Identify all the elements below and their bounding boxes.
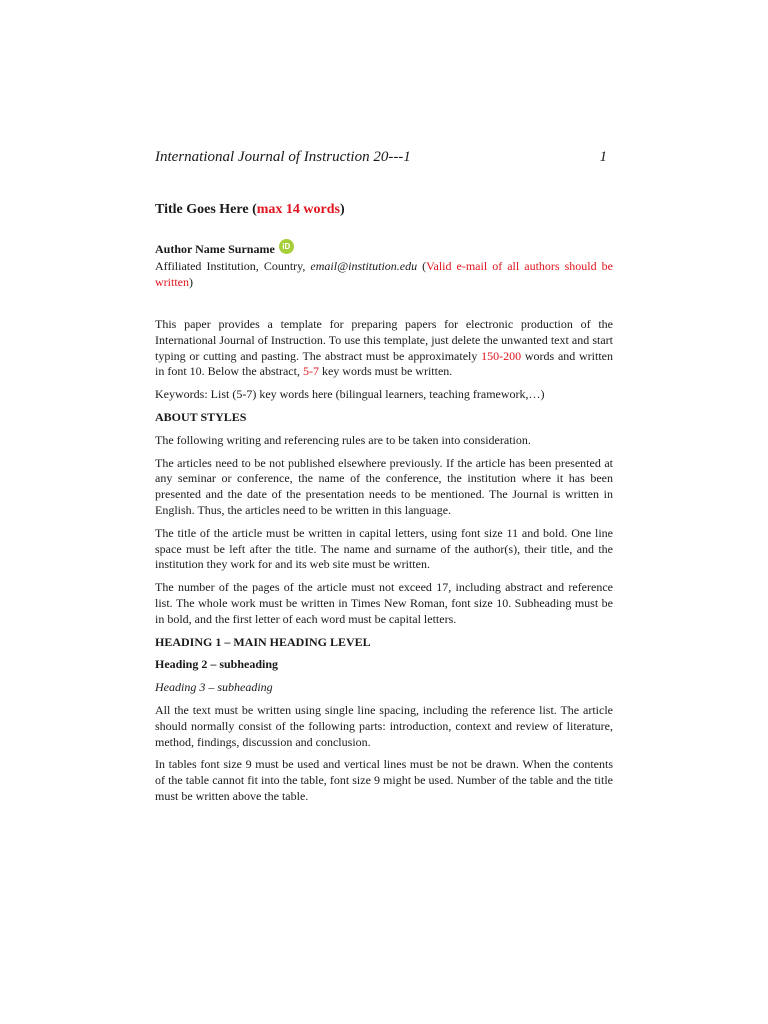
paragraph-tables: In tables font size 9 must be used and vertical lines must be not be drawn. When the contents of the table cannot fit into the table, font size 9 might be used. Number of the table and the title must be written above the table. <box>155 757 613 803</box>
article-title <box>155 201 345 219</box>
paragraph-publication: The articles need to be not published elsewhere previously. If the article has been presented at any seminar or conference, the name of the conference, the institution where it has been presented and the date of the presentation needs to be mentioned. The Journal is written in English. Thus, the articles need to be written in this language. <box>155 455 613 517</box>
abstract <box>155 317 613 380</box>
paragraph-page-limits: The number of the pages of the article must not exceed 17, including abstract and reference list. The whole work must be written in Times New Roman, font size 10. Subheading must be in bold, and the first letter of each word must be capital letters. <box>155 580 613 626</box>
affiliation-text: Affiliated Institution, Country, <box>155 259 311 273</box>
author-name: Author Name Surname <box>155 242 275 256</box>
paragraph-title-rules: The title of the article must be written in capital letters, using font size 11 and bold. One line space must be left after the title. The name and surname of the author(s), their title, and the institution they work for and its web site must be written. <box>155 525 613 572</box>
author-affiliation <box>155 258 613 290</box>
page-number: 1 <box>599 149 607 165</box>
affiliation-close: ) <box>189 275 193 289</box>
paragraph-rules-intro: The following writing and referencing rules are to be taken into consideration. <box>155 432 531 447</box>
running-header <box>155 148 607 166</box>
keywords: Keywords: List (5-7) key words here (bilingual learners, teaching framework,…) <box>155 387 545 402</box>
author-name-line <box>155 240 613 258</box>
heading-level-1: HEADING 1 – MAIN HEADING LEVEL <box>155 634 371 649</box>
paragraph-spacing: All the text must be written using single line spacing, including the reference list. The article should normally consist of the following parts: introduction, context and review of literature, method, findings, discussion and conclusion. <box>155 702 613 749</box>
title-text: Title Goes Here ( <box>155 202 257 217</box>
abstract-part3: key words must be written. <box>318 364 453 379</box>
section-heading-about-styles: ABOUT STYLES <box>155 409 247 424</box>
orcid-icon[interactable]: iD <box>279 239 294 254</box>
email-note: Valid e-mail of all authors should be written <box>155 259 613 289</box>
abstract-keyword-range: 5-7 <box>302 364 319 379</box>
heading-level-3: Heading 3 – subheading <box>155 680 273 695</box>
affiliation-paren: ( <box>417 259 427 273</box>
abstract-part1: This paper provides a template for preparing papers for electronic production of the International Journal of Instruction. To use this template, just delete the unwanted text and start typing or cutting and pasting. The abstract must be approximately <box>155 317 613 363</box>
journal-name: International Journal of Instruction 20---1 <box>155 149 411 165</box>
author-email[interactable]: email@institution.edu <box>310 259 418 273</box>
title-close: ) <box>339 202 345 217</box>
title-note: max 14 words <box>256 202 340 217</box>
abstract-part2: words and written in font 10. Below the abstract, <box>155 348 613 379</box>
body-text <box>155 317 613 812</box>
heading-level-2: Heading 2 – subheading <box>155 657 279 672</box>
author-block <box>155 240 613 290</box>
abstract-word-range: 150-200 <box>481 348 522 363</box>
